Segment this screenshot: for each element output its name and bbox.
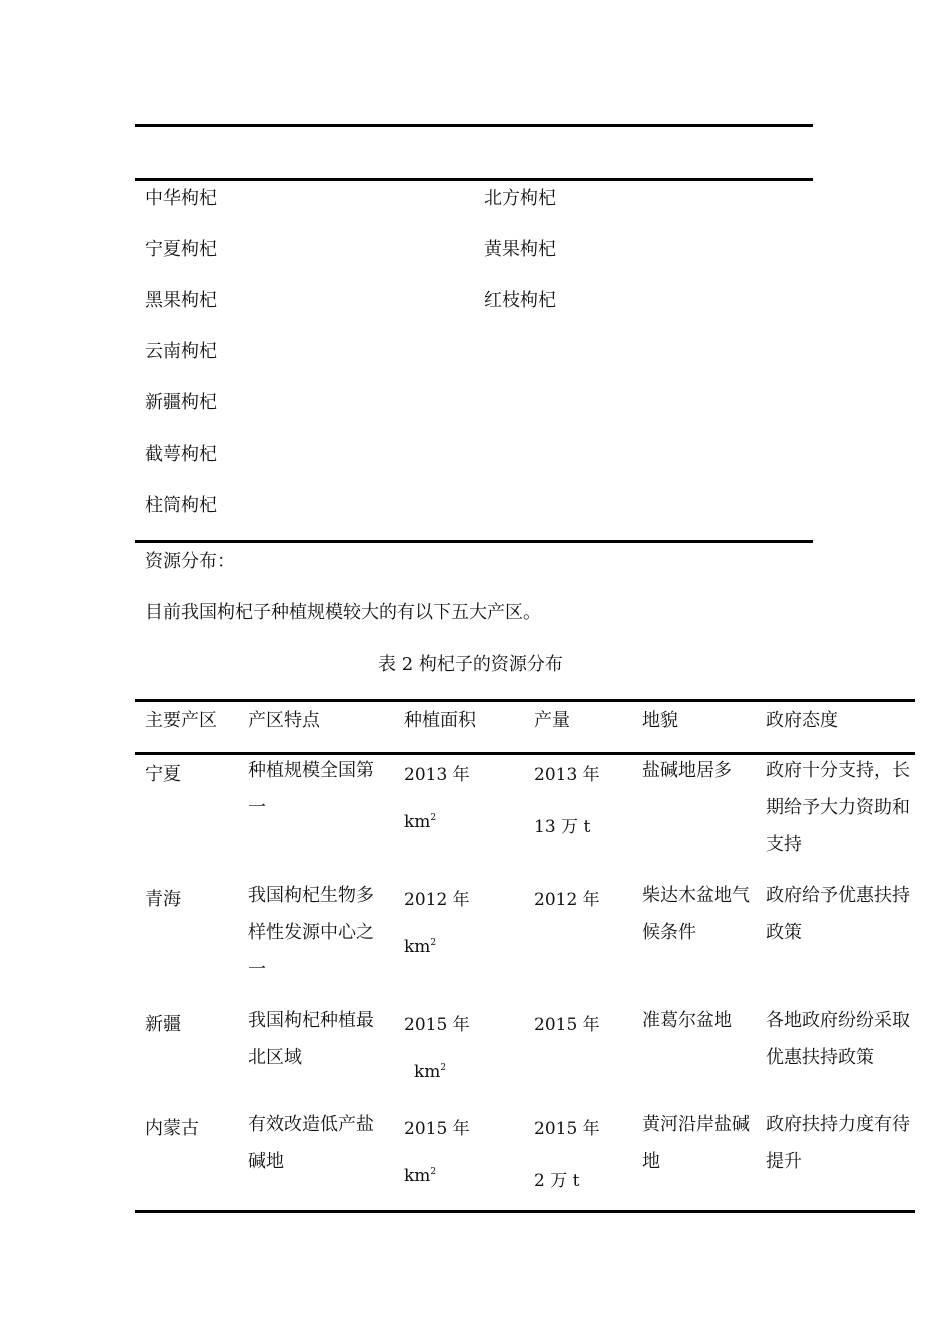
area-unit-cell: $km^2$ xyxy=(404,937,437,957)
area-unit-cell: $km^2$ xyxy=(414,1062,447,1082)
species-table-bottom-rule xyxy=(135,540,813,543)
species-item: 云南枸杞 xyxy=(145,341,217,362)
table-bottom-rule xyxy=(135,1210,915,1213)
table-header: 产量 xyxy=(534,710,570,731)
species-item: 黑果枸杞 xyxy=(145,290,217,311)
area-year-cell: 2015 年 xyxy=(404,1015,470,1035)
area-year-cell: 2013 年 xyxy=(404,765,470,785)
table-header: 产区特点 xyxy=(248,710,320,731)
intro-paragraph: 目前我国枸杞子种植规模较大的有以下五大产区。 xyxy=(145,602,541,623)
feature-cell: 种植规模全国第一 xyxy=(248,760,374,818)
policy-cell: 政府给予优惠扶持政策 xyxy=(766,885,910,943)
species-item: 黄果枸杞 xyxy=(484,239,556,260)
policy-cell: 政府扶持力度有待提升 xyxy=(766,1114,910,1172)
species-item: 红枝枸杞 xyxy=(484,290,556,311)
area-year-cell: 2012 年 xyxy=(404,890,470,910)
region-cell: 宁夏 xyxy=(145,764,181,785)
region-cell: 新疆 xyxy=(145,1014,181,1035)
species-item: 北方枸杞 xyxy=(484,188,556,209)
top-rule xyxy=(135,124,813,127)
output-year-cell: 2013 年 xyxy=(534,765,600,785)
output-year-cell: 2015 年 xyxy=(534,1015,600,1035)
species-item: 宁夏枸杞 xyxy=(145,239,217,260)
output-value-cell: 2 万 t xyxy=(534,1171,580,1191)
table-header: 种植面积 xyxy=(404,710,476,731)
landform-cell: 黄河沿岸盐碱地 xyxy=(642,1114,750,1172)
output-year-cell: 2015 年 xyxy=(534,1119,600,1139)
feature-cell: 我国枸杞种植最北区域 xyxy=(248,1010,374,1068)
policy-cell: 政府十分支持，长期给予大力资助和支持 xyxy=(766,760,910,855)
table-header: 政府态度 xyxy=(766,710,838,731)
area-unit-cell: $km^2$ xyxy=(404,812,437,832)
area-unit-cell: $km^2$ xyxy=(404,1166,437,1186)
table-caption: 表 2 枸杞子的资源分布 xyxy=(378,654,563,675)
section-label: 资源分布： xyxy=(145,551,235,572)
policy-cell: 各地政府纷纷采取优惠扶持政策 xyxy=(766,1010,910,1068)
species-item: 截萼枸杞 xyxy=(145,444,217,465)
table-header: 主要产区 xyxy=(145,710,217,731)
area-year-cell: 2015 年 xyxy=(404,1119,470,1139)
species-item: 新疆枸杞 xyxy=(145,392,217,413)
output-year-cell: 2012 年 xyxy=(534,890,600,910)
species-item: 中华枸杞 xyxy=(145,188,217,209)
region-cell: 内蒙古 xyxy=(145,1118,199,1139)
feature-cell: 有效改造低产盐碱地 xyxy=(248,1114,374,1172)
region-cell: 青海 xyxy=(145,889,181,910)
species-table-top-rule xyxy=(135,178,813,181)
output-value-cell: 13 万 t xyxy=(534,817,591,837)
landform-cell: 柴达木盆地气候条件 xyxy=(642,885,750,943)
feature-cell: 我国枸杞生物多样性发源中心之一 xyxy=(248,885,374,980)
table-header: 地貌 xyxy=(642,710,678,731)
landform-cell: 盐碱地居多 xyxy=(642,760,732,781)
species-item: 柱筒枸杞 xyxy=(145,495,217,516)
table-top-rule xyxy=(135,699,915,702)
landform-cell: 准葛尔盆地 xyxy=(642,1010,732,1031)
